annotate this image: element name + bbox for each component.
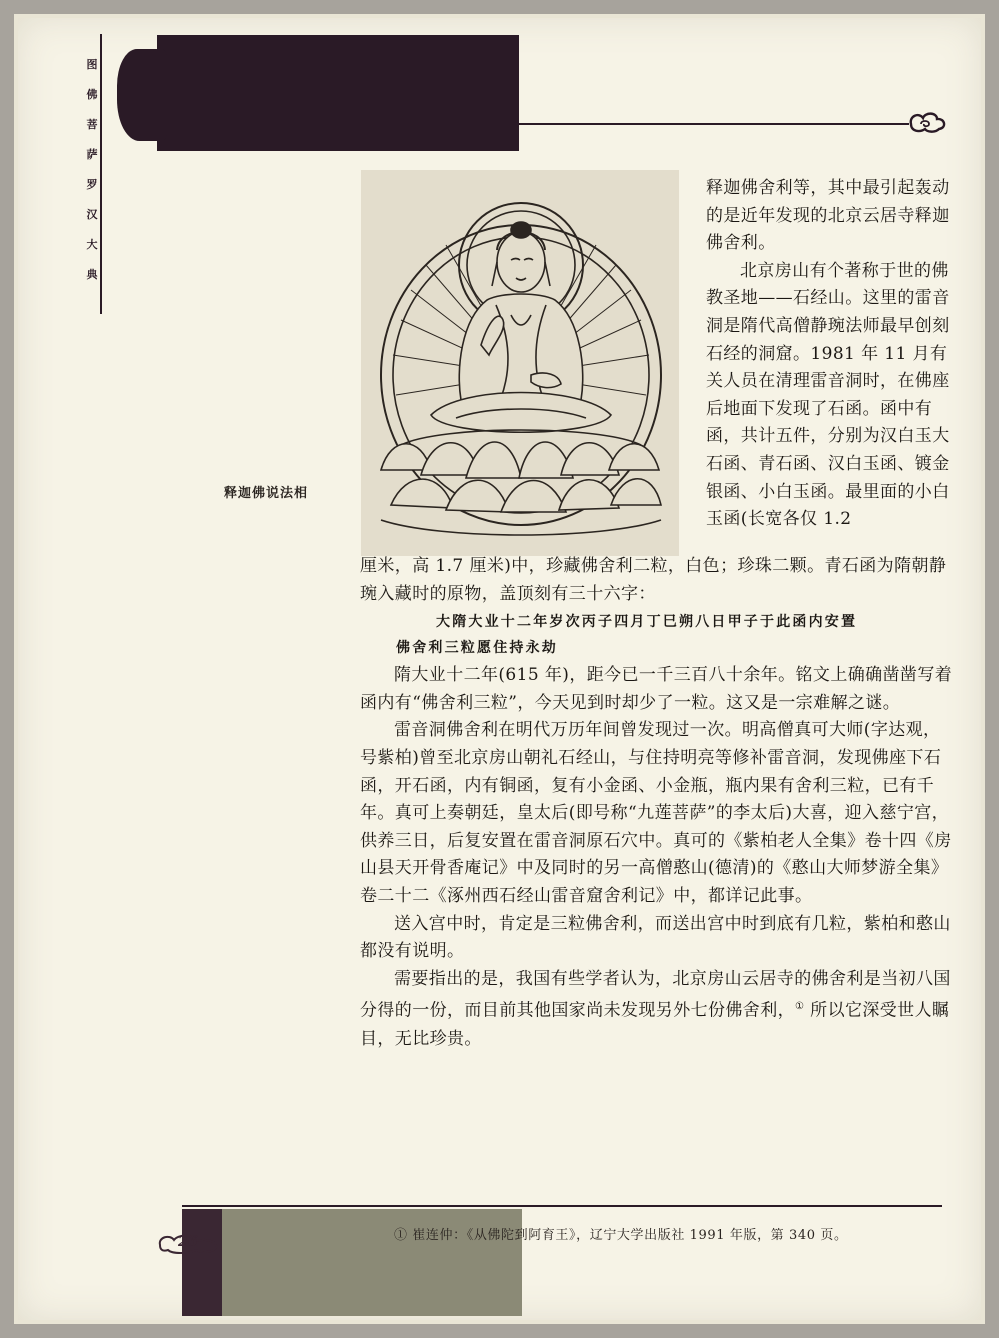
- series-title-char: 菩: [86, 118, 98, 131]
- footnote: ① 崔连仲：《从佛陀到阿育王》，辽宁大学出版社 1991 年版，第 340 页。: [394, 1228, 848, 1243]
- footnote-mark: ①: [795, 1001, 805, 1013]
- series-title-char: 大: [86, 238, 98, 251]
- footer-band-dark: [182, 1209, 222, 1316]
- inscription-line: 大隋大业十二年岁次丙子四月丁巳朔八日甲子于此函内安置: [436, 614, 858, 631]
- buddha-figure-icon: [361, 170, 679, 556]
- series-title: [84, 50, 100, 290]
- paragraph: [360, 966, 956, 1053]
- series-title-char: 罗: [86, 178, 98, 191]
- series-rule: [100, 34, 102, 314]
- page-number-text: 26: [178, 1234, 198, 1250]
- paragraph: 隋大业十二年(615 年)，距今已一千三百八十余年。铭文上确确凿凿写着函内有“佛舍利三粒”，今天见到时却少了一粒。这又是一宗难解之谜。: [360, 665, 953, 713]
- paragraph: 北京房山有个著称于世的佛教圣地——石经山。这里的雷音洞是隋代高僧静琬法师最早创刻石经的洞窟。1981 年 11 月有关人员在清理雷音洞时，在佛座后地面下发现了石函。函中有函，共计五件，分别为汉白玉大石函、青石函、汉白玉函、镀金银函、小白玉函。最里面的小白玉函(长宽各仅 1.2: [706, 260, 950, 530]
- footer-rule: [182, 1205, 942, 1207]
- text-column-right: [706, 175, 956, 534]
- text-run: 需要指出的是，我国有些学者认为，北京房山云居寺的佛舍利是当初八国分得的一份，而目前其他国家尚未发现另外七份佛舍利，: [360, 968, 951, 1021]
- book-page: [14, 14, 985, 1324]
- chapter-header-block: [157, 35, 519, 151]
- cloud-ornament-icon: [907, 110, 947, 134]
- series-title-char: 汉: [86, 208, 98, 221]
- series-title-char: 典: [86, 268, 98, 281]
- text-run: 所以它深受世人瞩目，无比珍贵。: [360, 1000, 950, 1049]
- series-title-char: 佛: [86, 88, 98, 101]
- paragraph: 释迦佛舍利等，其中最引起轰动的是近年发现的北京云居寺释迦佛舍利。: [706, 178, 950, 254]
- illustration-caption: 释迦佛说法相: [224, 486, 309, 501]
- inscription-line: 佛舍利三粒愿住持永劫: [396, 640, 558, 657]
- paragraph: 厘米，高 1.7 厘米)中，珍藏佛舍利二粒，白色；珍珠二颗。青石函为隋朝静琬入藏时的原物，盖顶刻有三十六字：: [360, 556, 947, 604]
- page-number: [154, 1232, 224, 1254]
- header-rule: [519, 123, 909, 125]
- paragraph: 送入宫中时，肯定是三粒佛舍利，而送出宫中时到底有几粒，紫柏和憨山都没有说明。: [360, 913, 951, 962]
- main-text: [360, 553, 956, 1053]
- series-title-char: 萨: [86, 148, 98, 161]
- series-title-char: 图: [86, 58, 98, 71]
- paragraph: 雷音洞佛舍利在明代万历年间曾发现过一次。明高僧真可大师(字达观，号紫柏)曾至北京房山朝礼石经山，与住持明亮等修补雷音洞，发现佛座下石函，开石函，内有铜函，复有小金函、小金瓶，瓶内果有舍利三粒，已有千年。真可上奏朝廷，皇太后(即号称“九莲菩萨”的李太后)大喜，迎入慈宁宫，供养三日，后复安置在雷音洞原石穴中。真可的《紫柏老人全集》卷十四《房山县天开骨香庵记》中及同时的另一高僧憨山(德清)的《憨山大师梦游全集》卷二十二《涿州西石经山雷音窟舍利记》中，都详记此事。: [360, 720, 952, 906]
